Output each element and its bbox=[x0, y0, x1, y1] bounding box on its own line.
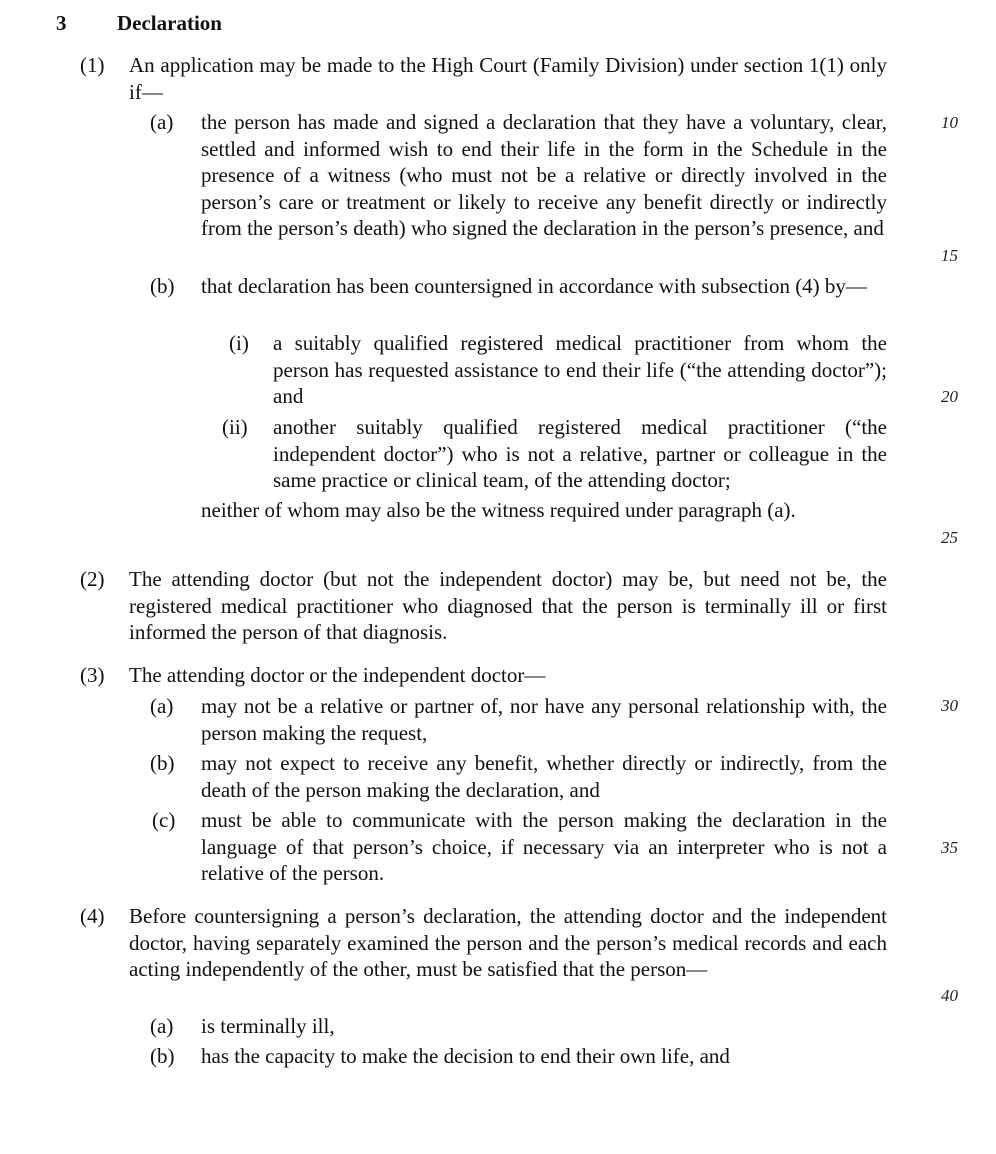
paragraph-label: (b) bbox=[150, 274, 175, 298]
subparagraph-text: another suitably qualified registered medical practitioner (“the independent doctor”) who is not a relative, partner or colleague in the same practice or clinical team, of the attending doctor; bbox=[273, 415, 887, 492]
subsection-label: (1) bbox=[80, 53, 105, 77]
paragraph-text: the person has made and signed a declaration that they have a voluntary, clear, settled and informed wish to end their life in the form in the Schedule in the presence of a witness (who must not be a relative or directly involved in the person’s care or treatment or likely to receive any benefit directly or indirectly from the person’s death) who signed the declaration in the person’s presence, and bbox=[201, 110, 887, 240]
paragraph-text: may not expect to receive any benefit, whether directly or indirectly, from the death of the person making the declaration, and bbox=[201, 751, 887, 802]
line-number: 35 bbox=[941, 838, 958, 857]
tail-text: neither of whom may also be the witness required under paragraph (a). bbox=[201, 498, 796, 522]
paragraph-text: may not be a relative or partner of, nor have any personal relationship with, the person making the request, bbox=[201, 694, 887, 745]
subsection-text: An application may be made to the High Court (Family Division) under section 1(1) only if— bbox=[129, 53, 887, 104]
line-number: 10 bbox=[941, 113, 958, 132]
paragraph-label: (b) bbox=[150, 751, 175, 775]
subparagraph-text: a suitably qualified registered medical practitioner from whom the person has requested assistance to end their life (“the attending doctor”); and bbox=[273, 331, 887, 408]
subsection-label: (2) bbox=[80, 567, 105, 591]
subparagraph-label: (i) bbox=[229, 331, 249, 355]
line-number: 40 bbox=[941, 986, 958, 1005]
paragraph-text: has the capacity to make the decision to end their own life, and bbox=[201, 1044, 730, 1068]
section-number: 3 bbox=[56, 11, 67, 35]
section-title: Declaration bbox=[117, 11, 222, 35]
paragraph-text: is terminally ill, bbox=[201, 1014, 335, 1038]
subsection-label: (4) bbox=[80, 904, 105, 928]
paragraph-label: (a) bbox=[150, 694, 174, 718]
paragraph-label: (b) bbox=[150, 1044, 175, 1068]
subsection-label: (3) bbox=[80, 663, 105, 687]
paragraph-text: must be able to communicate with the person making the declaration in the language of that person’s choice, if necessary via an interpreter who is not a relative of the person. bbox=[201, 808, 887, 885]
subsection-text: Before countersigning a person’s declaration, the attending doctor and the independent doctor, having separately examined the person and the person’s medical records and each acting independently of the other, must be satisfied that the person— bbox=[129, 904, 887, 981]
subsection-text: The attending doctor or the independent doctor— bbox=[129, 663, 546, 687]
paragraph-label: (a) bbox=[150, 1014, 174, 1038]
subparagraph-label: (ii) bbox=[222, 415, 248, 439]
line-number: 20 bbox=[941, 387, 958, 406]
line-number: 25 bbox=[941, 528, 958, 547]
paragraph-label: (a) bbox=[150, 110, 174, 134]
subsection-text: The attending doctor (but not the independent doctor) may be, but need not be, the registered medical practitioner who diagnosed that the person is terminally ill or first informed the person of that diagnosis. bbox=[129, 567, 887, 644]
line-number: 15 bbox=[941, 246, 958, 265]
paragraph-text: that declaration has been countersigned in accordance with subsection (4) by— bbox=[201, 274, 867, 298]
line-number: 30 bbox=[941, 696, 958, 715]
paragraph-label: (c) bbox=[152, 808, 176, 832]
